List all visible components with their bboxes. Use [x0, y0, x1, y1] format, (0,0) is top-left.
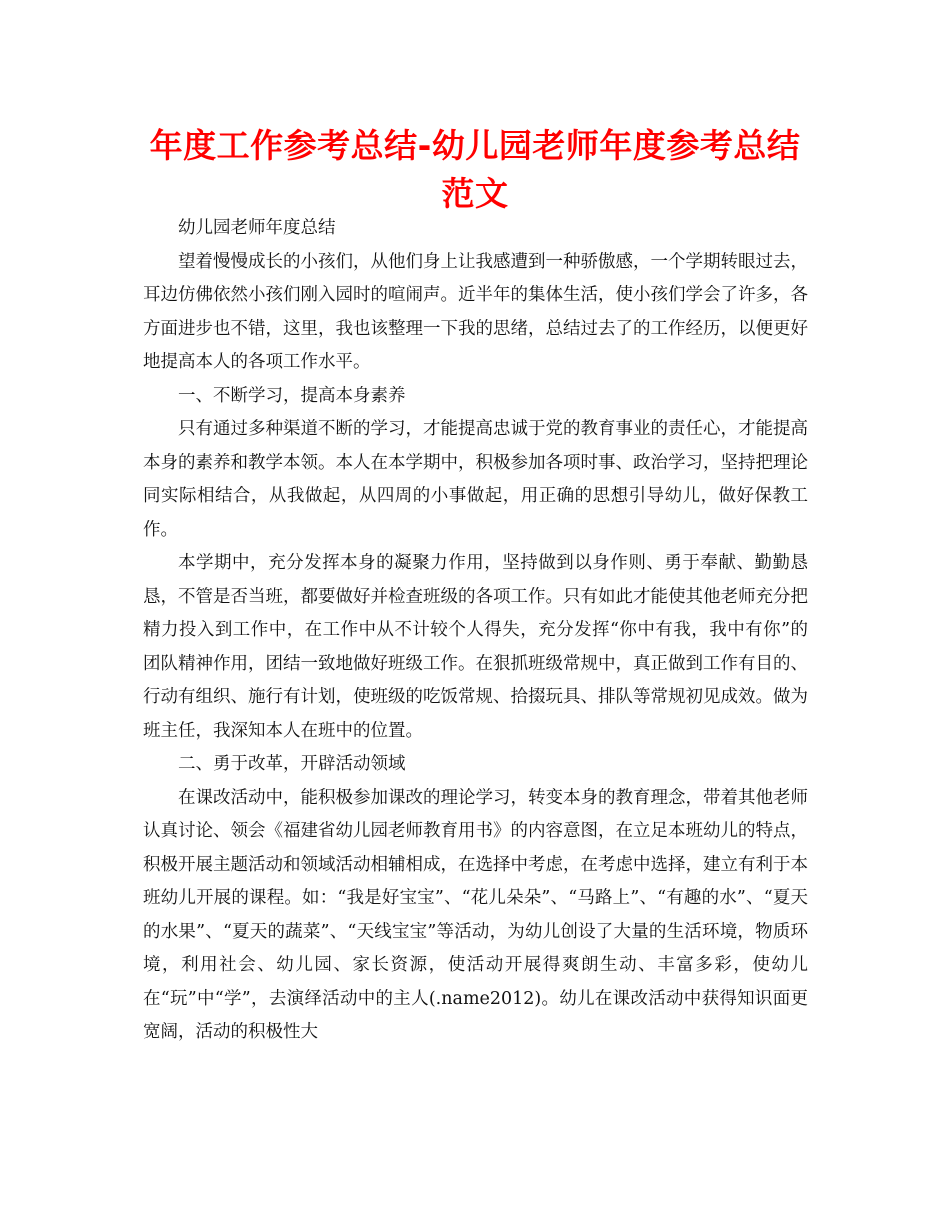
paragraph: 在课改活动中，能积极参加课改的理论学习，转变本身的教育理念，带着其他老师认真讨论、领会《福建省幼儿园老师教育用书》的内容意图，在立足本班幼儿的特点，积极开展主题活动和领域活动相辅相成，在选择中考虑，在考虑中选择，建立有利于本班幼儿开展的课程。如：“我是好宝宝”、“花儿朵朵”、“马路上”、“有趣的水”、“夏天的水果”、“夏天的蔬菜”、“天线宝宝”等活动，为幼儿创设了大量的生活环境，物质环境，利用社会、幼儿园、家长资源，使活动开展得爽朗生动、丰富多彩，使幼儿在“玩”中“学”，去演绎活动中的主人(.name2012)。幼儿在课改活动中获得知识面更宽阔，活动的积极性大 — [143, 787, 808, 1042]
document-title: 年度工作参考总结-幼儿园老师年度参考总结范文 — [149, 126, 801, 213]
paragraph: 只有通过多种渠道不断的学习，才能提高忠诚于党的教育事业的责任心，才能提高本身的素养和教学本领。本人在本学期中，积极参加各项时事、政治学习，坚持把理论同实际相结合，从我做起，从四周的小事做起，用正确的思想引导幼儿，做好保教工作。 — [143, 419, 808, 540]
section-heading: 一、不断学习，提高本身素养 — [178, 385, 406, 406]
section-heading: 二、勇于改革，开辟活动领域 — [178, 754, 406, 774]
paragraph: 望着慢慢成长的小孩们，从他们身上让我感遭到一种骄傲感，一个学期转眼过去，耳边仿佛依然小孩们刚入园时的喧闹声。近半年的集体生活，使小孩们学会了许多，各方面进步也不错，这里，我也该整理一下我的思绪，总结过去了的工作经历，以便更好地提高本人的各项工作水平。 — [143, 251, 808, 372]
paragraph: 本学期中，充分发挥本身的凝聚力作用，坚持做到以身作则、勇于奉献、勤勤恳恳，不管是否当班，都要做好并检查班级的各项工作。只有如此才能使其他老师充分把精力投入到工作中，在工作中从不计较个人得失，充分发挥“你中有我，我中有你”的团队精神作用，团结一致地做好班级工作。在狠抓班级常规中，真正做到工作有目的、行动有组织、施行有计划，使班级的吃饭常规、拾掇玩具、排队等常规初见成效。做为班主任，我深知本人在班中的位置。 — [143, 553, 808, 741]
document-body — [143, 212, 808, 1050]
section-heading: 幼儿园老师年度总结 — [178, 218, 336, 238]
